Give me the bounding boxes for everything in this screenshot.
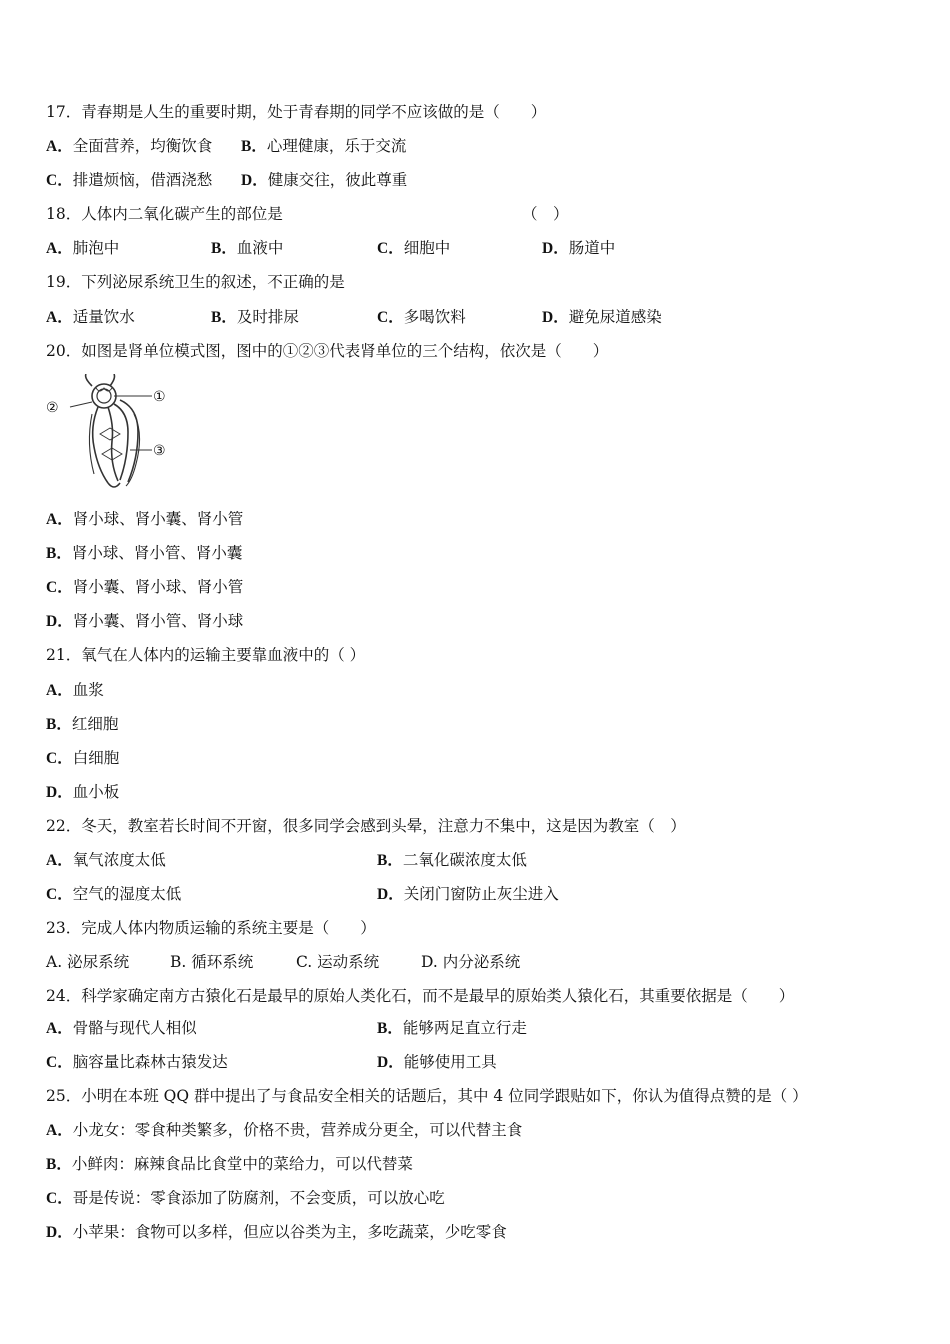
question-21-stem: 21．氧气在人体内的运输主要靠血液中的（ ） (46, 646, 366, 664)
question-19-stem: 19．下列泌尿系统卫生的叙述，不正确的是 (46, 273, 345, 291)
option-21-a: A．血浆 (46, 681, 104, 699)
option-20-d: D．肾小囊、肾小管、肾小球 (46, 612, 244, 630)
option-19-c: C．多喝饮料 (377, 308, 466, 326)
option-25-a: A．小龙女：零食种类繁多，价格不贵，营养成分更全，可以代替主食 (46, 1121, 523, 1139)
question-25-stem: 25．小明在本班 QQ 群中提出了与食品安全相关的话题后，其中 4 位同学跟贴如下，你认为值得点赞的是（ ） (46, 1087, 808, 1105)
question-18-stem: 18．人体内二氧化碳产生的部位是 (46, 205, 283, 223)
option-22-b: B．二氧化碳浓度太低 (377, 851, 527, 869)
figure-label-3: ③ (153, 443, 166, 459)
option-22-a: A．氧气浓度太低 (46, 851, 166, 869)
option-25-c: C．哥是传说：零食添加了防腐剂，不会变质，可以放心吃 (46, 1189, 445, 1207)
option-17-a: A．全面营养，均衡饮食 (46, 137, 213, 155)
option-20-a: A．肾小球、肾小囊、肾小管 (46, 510, 244, 528)
option-21-c: C．白细胞 (46, 749, 120, 767)
figure-label-1: ① (153, 389, 166, 405)
question-22-stem: 22．冬天，教室若长时间不开窗，很多同学会感到头晕，注意力不集中，这是因为教室（ ） (46, 817, 686, 835)
option-24-d: D．能够使用工具 (377, 1053, 497, 1071)
question-20-stem: 20．如图是肾单位模式图，图中的①②③代表肾单位的三个结构，依次是（ ） (46, 342, 609, 360)
question-23-stem: 23．完成人体内物质运输的系统主要是（ ） (46, 919, 376, 937)
option-19-d: D．避免尿道感染 (542, 308, 662, 326)
option-25-d: D．小苹果：食物可以多样，但应以谷类为主，多吃蔬菜，少吃零食 (46, 1223, 507, 1241)
option-18-b: B．血液中 (211, 239, 284, 257)
option-21-d: D．血小板 (46, 783, 120, 801)
option-17-c: C．排遣烦恼，借酒浇愁 (46, 171, 213, 189)
option-19-a: A．适量饮水 (46, 308, 135, 326)
option-19-b: B．及时排尿 (211, 308, 299, 326)
question-18-answer-paren: （ ） (522, 205, 569, 223)
figure-label-2: ② (46, 400, 59, 416)
option-20-c: C．肾小囊、肾小球、肾小管 (46, 578, 244, 596)
option-23-d: D. 内分泌系统 (421, 953, 521, 971)
option-23-c: C. 运动系统 (296, 953, 380, 971)
option-17-b: B．心理健康，乐于交流 (241, 137, 407, 155)
option-18-a: A．肺泡中 (46, 239, 120, 257)
option-25-b: B．小鲜肉：麻辣食品比食堂中的菜给力，可以代替菜 (46, 1155, 413, 1173)
nephron-diagram (44, 374, 174, 496)
option-17-d: D．健康交往，彼此尊重 (241, 171, 408, 189)
option-20-b: B．肾小球、肾小管、肾小囊 (46, 544, 243, 562)
question-24-stem: 24．科学家确定南方古猿化石是最早的原始人类化石，而不是最早的原始类人猿化石，其重要依据是（ ） (46, 987, 795, 1005)
option-23-a: A. 泌尿系统 (46, 953, 130, 971)
option-24-b: B．能够两足直立行走 (377, 1019, 527, 1037)
option-18-d: D．肠道中 (542, 239, 616, 257)
question-17-stem: 17．青春期是人生的重要时期，处于青春期的同学不应该做的是（ ） (46, 103, 547, 121)
option-21-b: B．红细胞 (46, 715, 119, 733)
option-24-c: C．脑容量比森林古猿发达 (46, 1053, 228, 1071)
option-18-c: C．细胞中 (377, 239, 451, 257)
option-24-a: A．骨骼与现代人相似 (46, 1019, 197, 1037)
option-23-b: B. 循环系统 (170, 953, 254, 971)
option-22-d: D．关闭门窗防止灰尘进入 (377, 885, 559, 903)
option-22-c: C．空气的湿度太低 (46, 885, 182, 903)
